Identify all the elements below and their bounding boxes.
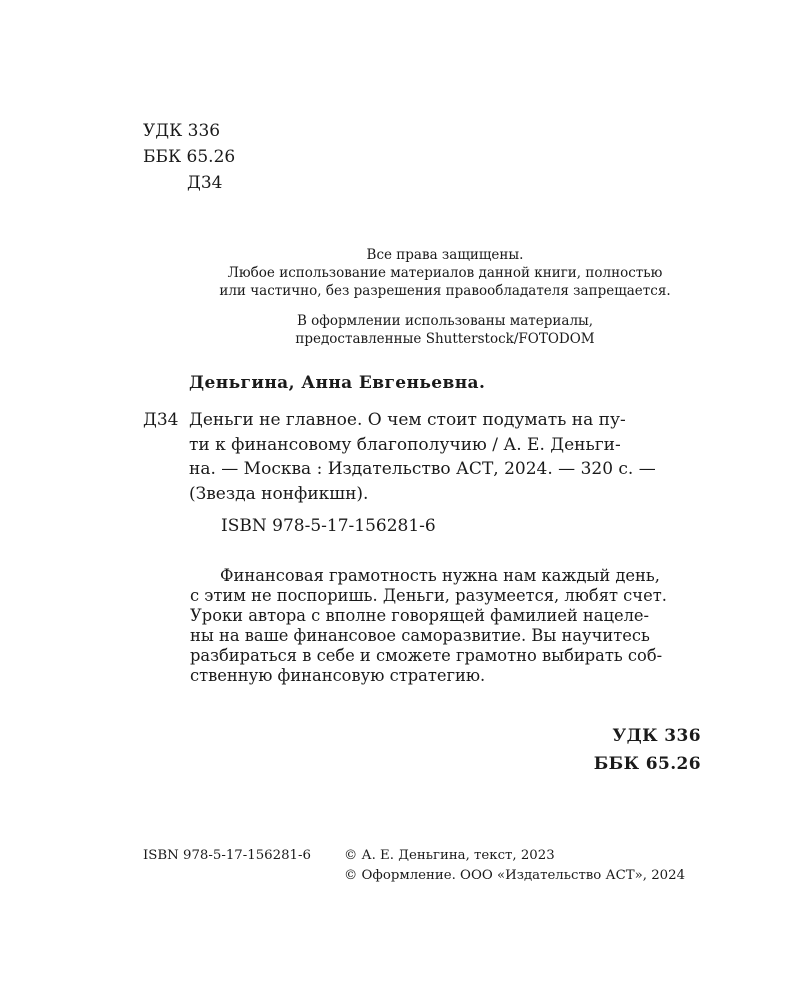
bib-line: Деньги не главное. О чем стоит подумать на пу- [189,410,626,430]
rights-notice [160,246,730,348]
copyright-block [344,846,685,886]
bib-line: на. — Москва : Издательство АСТ, 2024. — 320 с. — [189,459,656,479]
top-classification [143,118,235,196]
bottom-classification [594,722,701,778]
annotation-line: разбираться в себе и сможете грамотно выбирать соб- [190,646,663,665]
materials-line: В оформлении использованы материалы, [296,313,594,329]
annotation-line: Финансовая грамотность нужна нам каждый день, [220,566,660,585]
bib-line: (Звезда нонфикшн). [189,483,369,504]
bib-line: ти к финансовому благополучию / А. Е. Деньги- [189,434,621,455]
rights-line: Все права защищены. [366,247,524,263]
isbn: ISBN 978-5-17-156281-6 [221,516,436,536]
rights-line: Любое использование материалов данной книги, полностью [227,265,663,281]
annotation-line: ственную финансовую стратегию. [190,666,486,685]
udk-code: УДК 336 [143,121,221,141]
copyright-design: © Оформление. ООО «Издательство АСТ», 2024 [344,868,686,883]
rights-line: или частично, без разрешения правообладателя запрещается. [219,283,671,299]
copyright-text: © А. Е. Деньгина, текст, 2023 [344,848,555,863]
annotation-line: ны на ваше финансовое саморазвитие. Вы научитесь [190,626,650,645]
materials-line: предоставленные Shutterstock/FOTODOM [295,331,595,347]
annotation-line: с этим не поспоришь. Деньги, разумеется, любят счет. [190,586,667,605]
annotation-line: Уроки автора с вполне говорящей фамилией нацеле- [190,606,650,625]
bib-author-mark: Д34 [143,410,179,430]
annotation [190,566,705,686]
author-mark: Д34 [187,173,223,193]
udk-code-bold: УДК 336 [612,726,701,746]
bib-description [189,408,708,506]
footer-isbn: ISBN 978-5-17-156281-6 [143,848,311,863]
author-heading: Деньгина, Анна Евгеньевна. [189,373,486,393]
bbk-code-bold: ББК 65.26 [593,754,701,774]
bbk-code: ББК 65.26 [143,147,236,167]
